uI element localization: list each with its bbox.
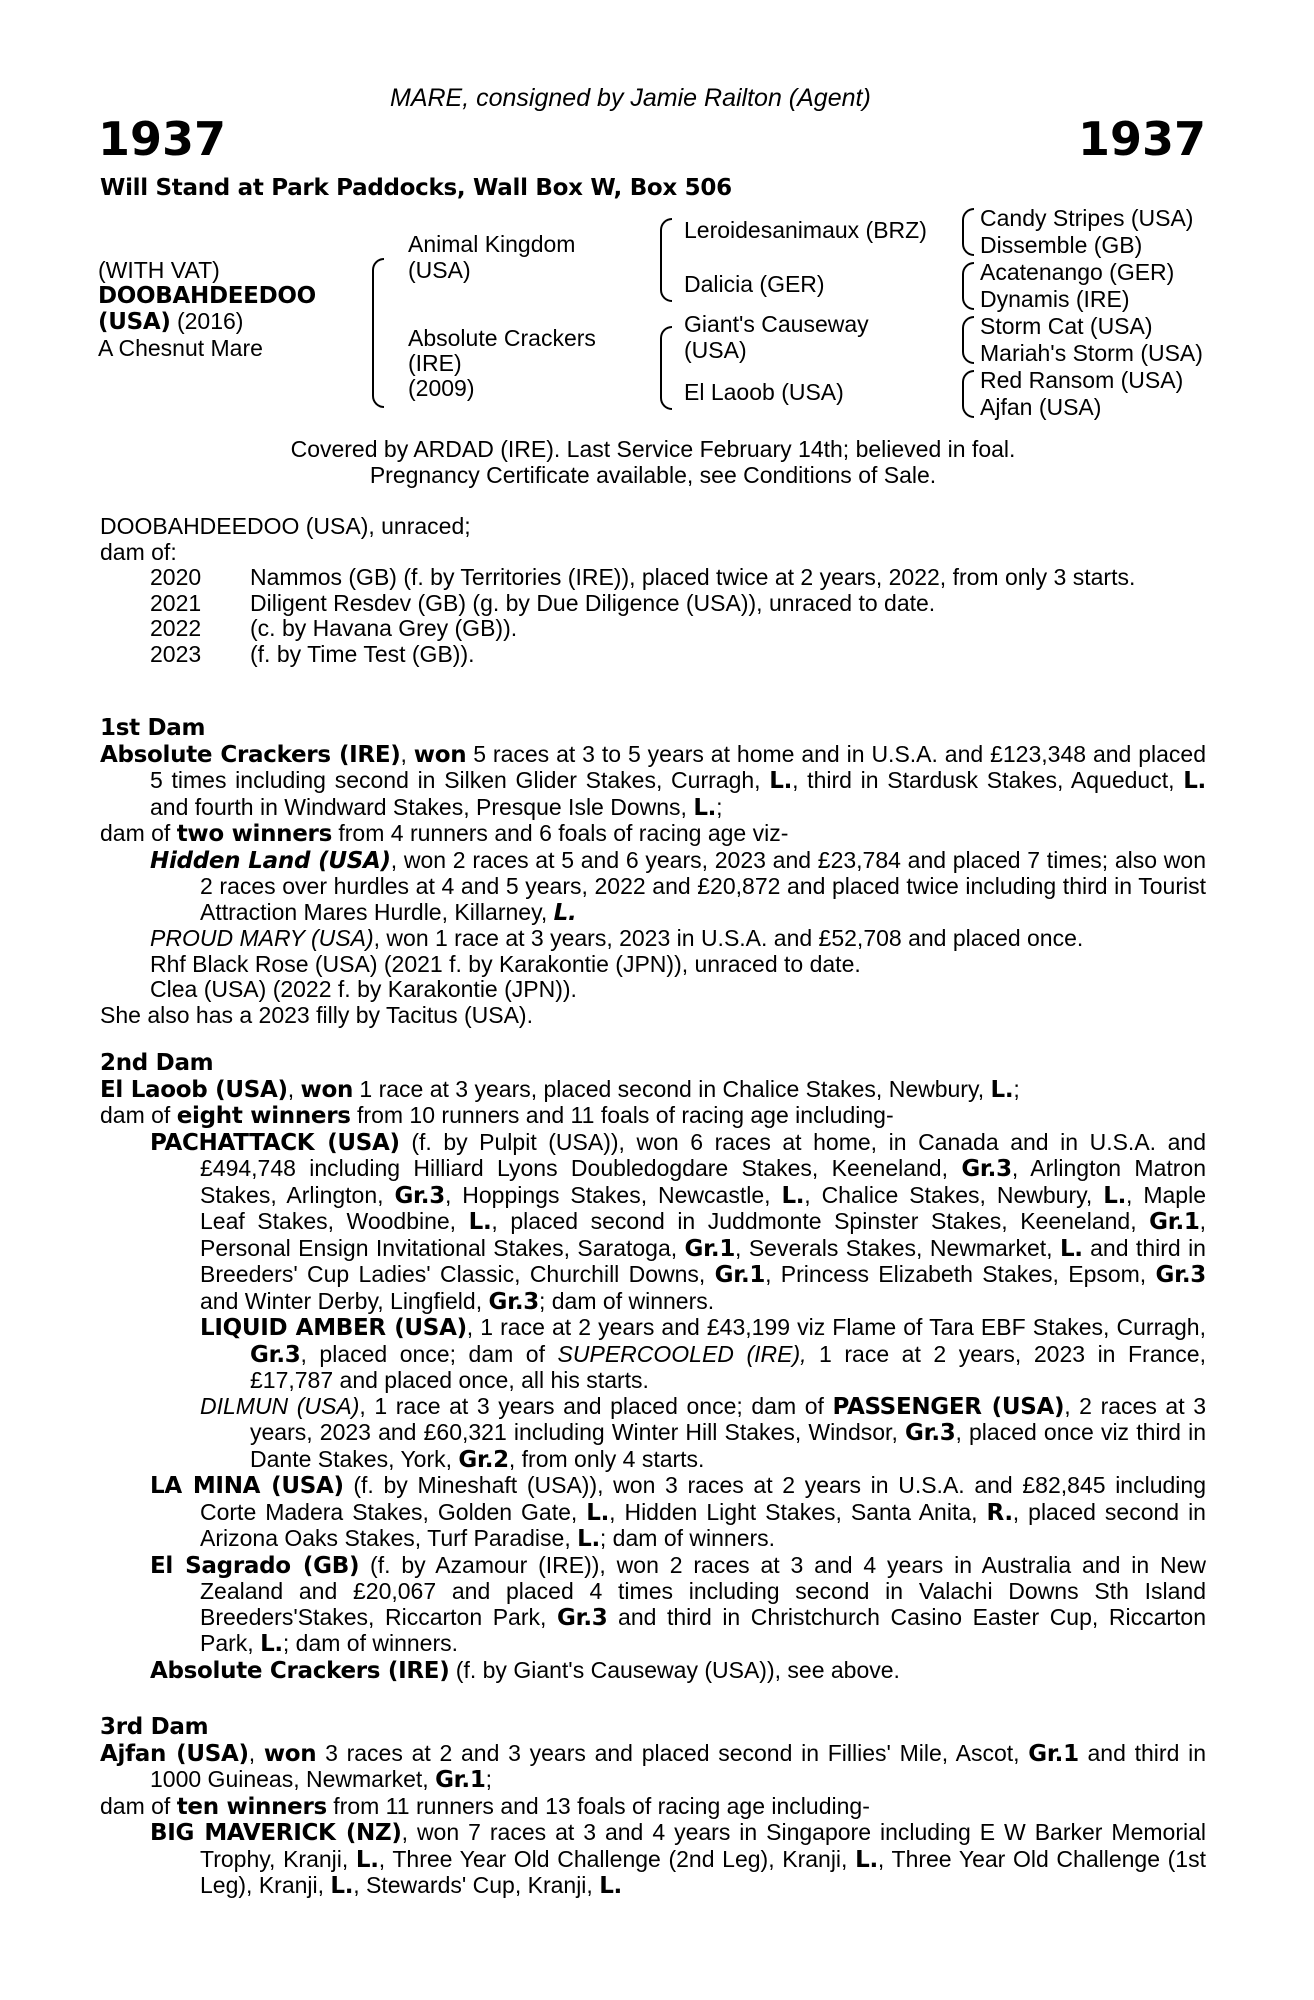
produce-year: 2021 (150, 589, 202, 616)
brace-gen1 (372, 258, 384, 408)
produce-text: (c. by Havana Grey (GB)). (250, 615, 518, 641)
listed-marker: L. (990, 1076, 1014, 1103)
listed-marker: L. (599, 1873, 622, 1899)
gen3-7: Red Ransom (USA) (980, 367, 1184, 393)
progeny-name: PASSENGER (USA) (832, 1393, 1065, 1420)
progeny-name: PROUD MARY (USA) (150, 925, 374, 951)
progeny-name: LIQUID AMBER (USA) (200, 1315, 467, 1341)
progeny-text: ; dam of winners. (599, 1525, 776, 1551)
gen3-6: Mariah's Storm (USA) (980, 340, 1203, 366)
listed-marker: L. (260, 1631, 283, 1657)
first-dam-heading: 1st Dam (100, 715, 206, 741)
progeny-text: (f. by Mineshaft (USA)), won 3 races at 2 years in U.S.A. and £82,845 including Corte Madera Stakes, Golden Gate, (200, 1472, 1206, 1525)
listed-marker: L. (586, 1499, 610, 1526)
first-dam-text-1: 5 races at 3 to 5 years at home and in U.S.A. and £123,348 and placed 5 times including second in Silken Glider Stakes, Curragh, (150, 740, 1206, 793)
progeny-dilmun (200, 1394, 1206, 1474)
group-marker: Gr.1 (684, 1235, 736, 1262)
listed-marker: L. (781, 1182, 805, 1209)
runners-foals: from 10 runners and 11 foals of racing age including- (350, 1102, 894, 1128)
third-dam-heading: 3rd Dam (100, 1714, 209, 1740)
progeny-text: , Stewards' Cup, Kranji, (353, 1872, 600, 1898)
horse-country: (USA) (98, 309, 171, 335)
group-marker: Gr.3 (904, 1420, 956, 1446)
progeny-text: and Winter Derby, Lingfield, (200, 1287, 489, 1314)
progeny-name: Hidden Land (USA) (150, 847, 391, 874)
gen3-3: Acatenango (GER) (980, 259, 1175, 285)
produce-item (100, 616, 1206, 642)
group-marker: Gr.1 (714, 1262, 766, 1288)
third-dam-progeny (100, 1820, 1206, 1900)
progeny-name: DILMUN (USA) (200, 1392, 360, 1419)
progeny-proud-mary (150, 926, 1206, 952)
vat-note: (WITH VAT) (98, 257, 220, 283)
listed-marker: L. (693, 794, 717, 821)
listed-marker: L. (769, 768, 793, 794)
sire-country: (USA) (408, 256, 471, 283)
covered-line-1: Covered by ARDAD (IRE). Last Service February 14th; believed in foal. (290, 436, 1016, 462)
third-dam-text: 3 races at 2 and 3 years and placed second in Fillies' Mile, Ascot, (316, 1739, 1029, 1766)
restricted-marker: R. (986, 1499, 1013, 1526)
listed-marker: L. (1103, 1182, 1127, 1209)
progeny-text: , Hidden Light Stakes, Santa Anita, (609, 1498, 987, 1525)
dam-of-label: dam of (100, 1792, 177, 1819)
horse-country-year (98, 309, 316, 336)
progeny-text: ; dam of winners. (282, 1630, 459, 1656)
gen3-8: Ajfan (USA) (980, 394, 1102, 420)
listed-marker: L. (355, 1846, 379, 1873)
gen3-list (980, 205, 1203, 421)
dam-of-label: dam of (100, 1102, 177, 1128)
produce-text: Diligent Resdev (GB) (g. by Due Diligence (USA)), unraced to date. (250, 589, 936, 616)
progeny-name: SUPERCOOLED (IRE), (557, 1340, 807, 1367)
first-dam-text-3: and fourth in Windward Stakes, Presque Isle Downs, (150, 793, 694, 820)
group-marker: Gr.3 (556, 1604, 608, 1631)
gen3-4: Dynamis (IRE) (980, 286, 1130, 312)
second-dam-text: 1 race at 3 years, placed second in Chalice Stakes, Newbury, (353, 1075, 991, 1102)
sire-sire: Leroidesanimaux (BRZ) (684, 217, 927, 243)
second-dam-semi: ; (1013, 1075, 1020, 1102)
gen3-5: Storm Cat (USA) (980, 313, 1153, 339)
sire-name: Animal Kingdom (408, 231, 576, 257)
first-dam-record: Absolute Crackers (IRE), won 5 races at 3 to 5 years at home and in U.S.A. and £123,348 and placed 5 times including second in Silken Glider Stakes, Curragh, L., third in Stardusk Stakes, Aqueduct, L. and fourth in Windward Stakes, Presque Isle Downs, L.; (100, 740, 1206, 821)
pedigree-subject (98, 258, 316, 361)
progeny-text: , placed once viz third in Dante Stakes, York, (250, 1419, 1206, 1472)
progeny-name: Absolute Crackers (IRE) (150, 1657, 450, 1684)
covered-line-2: Pregnancy Certificate available, see Conditions of Sale. (369, 461, 937, 488)
produce-year: 2023 (150, 640, 202, 667)
brace-sire (660, 218, 672, 302)
progeny-text: , placed once; dam of (300, 1340, 558, 1367)
second-dam-name: El Laoob (USA) (100, 1076, 288, 1103)
brace-gen3-3 (962, 316, 974, 364)
progeny-hidden-land (150, 848, 1206, 927)
progeny-el-sagrado (150, 1553, 1206, 1658)
progeny-text: , Maple Leaf Stakes, Woodbine, (200, 1181, 1206, 1234)
produce-section (100, 514, 1206, 667)
group-marker: Gr.3 (961, 1156, 1012, 1182)
progeny-text: , placed second in Arizona Oaks Stakes, Turf Paradise, (200, 1498, 1206, 1551)
progeny-text: (f. by Azamour (IRE)), won 2 races at 3 and 4 years in Australia and in New Zealand and £20,067 and placed 4 times including second in Valachi Downs Sth Island Breeders'Stakes, Riccarton Park, (200, 1551, 1206, 1630)
winners-count: ten winners (176, 1793, 327, 1820)
progeny-text: (f. by Giant's Causeway (USA)), see above. (449, 1656, 900, 1683)
progeny-text: , Three Year Old Challenge (2nd Leg), Kranji, (378, 1845, 856, 1872)
sale-subtitle: MARE, consigned by Jamie Railton (Agent) (390, 84, 871, 112)
gen3-2: Dissemble (GB) (980, 232, 1143, 258)
brace-dam (660, 326, 672, 410)
listed-marker: L. (577, 1526, 600, 1552)
progeny-name: El Sagrado (GB) (150, 1552, 360, 1579)
produce-intro: DOOBAHDEEDOO (USA), unraced; (100, 513, 471, 539)
dam-country: (IRE) (408, 350, 462, 376)
second-dam-won: won (300, 1076, 354, 1103)
progeny-text: , won 7 races at 3 and 4 years in Singapore including E W Barker Memorial Trophy, Kranji, (200, 1819, 1206, 1872)
progeny-text: , Chalice Stakes, Newbury, (804, 1181, 1104, 1208)
winners-count: eight winners (176, 1103, 351, 1129)
first-dam-also: She also has a 2023 filly by Tacitus (USA). (100, 1001, 533, 1028)
horse-name: DOOBAHDEEDOO (98, 282, 316, 309)
progeny-name: LA MINA (USA) (150, 1473, 344, 1499)
lot-number-right: 1937 (1077, 112, 1206, 166)
progeny-text: , won 2 races at 5 and 6 years, 2023 and £23,784 and placed 7 times; also won 2 races over hurdles at 4 and 5 years, 2022 and £20,872 and placed twice including third in Tourist Attraction Mares Hurdle, Killarney, (200, 846, 1207, 925)
group-marker: Gr.3 (250, 1341, 301, 1368)
first-dam-progeny (100, 848, 1206, 1003)
produce-year: 2022 (150, 615, 202, 641)
dam-sire-country: (USA) (684, 336, 747, 363)
third-dam-won: won (263, 1740, 317, 1767)
third-dam-text: and third in 1000 Guineas, Newmarket, (150, 1739, 1206, 1792)
brace-gen3-1 (962, 208, 974, 256)
brace-gen3-2 (962, 262, 974, 310)
first-dam-won: won (413, 741, 467, 768)
sire (408, 232, 575, 283)
dam-year: (2009) (408, 375, 475, 401)
group-marker: Gr.1 (1149, 1209, 1200, 1235)
progeny-text: , 1 race at 2 years and £43,199 viz Flame of Tara EBF Stakes, Curragh, (466, 1314, 1206, 1340)
progeny-text: , 2 races at 3 years, 2023 and £60,321 including Winter Hill Stakes, Windsor, (250, 1392, 1206, 1445)
group-marker: Gr.3 (488, 1288, 539, 1315)
listed-marker: L. (468, 1209, 492, 1235)
progeny-text: , 1 race at 3 years and placed once; dam of (359, 1392, 833, 1419)
produce-item (100, 642, 1206, 668)
progeny-big-maverick (150, 1820, 1206, 1900)
progeny-text: , won 1 race at 3 years, 2023 in U.S.A. and £52,708 and placed once. (373, 925, 1084, 951)
progeny-name: BIG MAVERICK (NZ) (150, 1820, 402, 1846)
group-marker: Gr.3 (1155, 1262, 1206, 1288)
covered-note (100, 437, 1206, 488)
first-dam-section (100, 716, 1206, 1028)
second-dam-record: El Laoob (USA), won 1 race at 3 years, placed second in Chalice Stakes, Newbury, L.; (100, 1075, 1020, 1103)
progeny-liquid-amber (200, 1315, 1206, 1394)
produce-item (100, 565, 1206, 591)
horse-year: (2016) (176, 308, 244, 334)
group-marker: Gr.3 (394, 1182, 445, 1209)
third-dam-semi: ; (485, 1766, 492, 1792)
sire-dam: Dalicia (GER) (684, 271, 825, 297)
dam-name: Absolute Crackers (408, 325, 596, 351)
lot-number-left: 1937 (98, 112, 227, 166)
progeny-text: , Three Year Old Challenge (1st Leg), Kranji, (200, 1845, 1206, 1898)
brace-gen3-4 (962, 370, 974, 418)
listed-marker: L. (553, 899, 577, 926)
progeny-la-mina (150, 1473, 1206, 1553)
progeny-text: , Princess Elizabeth Stakes, Epsom, (765, 1261, 1156, 1287)
listed-marker: L. (855, 1846, 878, 1873)
first-dam-progeny-summary (100, 821, 1206, 848)
produce-text: (f. by Time Test (GB)). (250, 640, 475, 667)
dam-of-label: dam of (100, 820, 177, 846)
dam (408, 326, 596, 401)
produce-year: 2020 (150, 564, 202, 590)
progeny-pachattack (150, 1130, 1206, 1316)
progeny-text: (f. by Pulpit (USA)), won 6 races at home, in Canada and in U.S.A. and £494,748 including Hilliard Lyons Doubledogdare Stakes, Keeneland, (200, 1128, 1206, 1181)
second-dam-section (100, 1051, 1206, 1684)
third-dam-progeny-summary (100, 1794, 1206, 1821)
third-dam-name: Ajfan (USA) (100, 1740, 249, 1767)
progeny-text: , Arlington Matron Stakes, Arlington, (200, 1155, 1207, 1208)
winners-count: two winners (176, 821, 332, 847)
dam-sire (684, 312, 869, 363)
stand-location: Will Stand at Park Paddocks, Wall Box W, Box 506 (100, 175, 732, 201)
runners-foals: from 4 runners and 6 foals of racing age viz- (331, 820, 789, 846)
group-marker: Gr.2 (458, 1446, 509, 1473)
progeny-name: PACHATTACK (USA) (150, 1129, 400, 1156)
second-dam-progeny (100, 1130, 1206, 1685)
produce-item (100, 591, 1206, 617)
third-dam-record: Ajfan (USA), won 3 races at 2 and 3 years and placed second in Fillies' Mile, Ascot, Gr.1 and third in 1000 Guineas, Newmarket, Gr.1; (100, 1739, 1206, 1793)
progeny-text: , from only 4 starts. (508, 1445, 705, 1472)
progeny-text: , Severals Stakes, Newmarket, (735, 1234, 1060, 1261)
horse-description: A Chesnut Mare (98, 334, 263, 361)
progeny-rhf-black-rose: Rhf Black Rose (USA) (2021 f. by Karakontie (JPN)), unraced to date. (150, 950, 861, 977)
first-dam-text-2: , third in Stardusk Stakes, Aqueduct, (792, 767, 1184, 793)
listed-marker: L. (330, 1873, 354, 1899)
dam-dam: El Laoob (USA) (684, 379, 844, 405)
dam-sire-name: Giant's Causeway (684, 311, 869, 337)
group-marker: Gr.1 (1028, 1740, 1079, 1767)
listed-marker: L. (1183, 768, 1206, 794)
progeny-absolute-crackers (150, 1658, 1206, 1685)
produce-dam-of: dam of: (100, 538, 177, 565)
runners-foals: from 11 runners and 13 foals of racing age including- (326, 1792, 870, 1819)
second-dam-progeny-summary (100, 1103, 1206, 1130)
first-dam-semi: ; (716, 793, 723, 820)
produce-text: Nammos (GB) (f. by Territories (IRE)), placed twice at 2 years, 2022, from only 3 starts. (250, 564, 1136, 590)
gen3-1: Candy Stripes (USA) (980, 205, 1194, 231)
progeny-text: ; dam of winners. (538, 1287, 715, 1314)
progeny-text: , Personal Ensign Invitational Stakes, Saratoga, (200, 1208, 1206, 1261)
listed-marker: L. (1059, 1235, 1083, 1262)
first-dam-name: Absolute Crackers (IRE) (100, 741, 401, 768)
progeny-text: , placed second in Juddmonte Spinster Stakes, Keeneland, (491, 1208, 1150, 1234)
progeny-text: and third in Christchurch Casino Easter Cup, Riccarton Park, (200, 1603, 1206, 1656)
group-marker: Gr.1 (435, 1767, 486, 1793)
progeny-text: and third in Breeders' Cup Ladies' Classic, Churchill Downs, (200, 1234, 1206, 1287)
second-dam-heading: 2nd Dam (100, 1050, 214, 1076)
progeny-text: , Hoppings Stakes, Newcastle, (444, 1181, 782, 1208)
progeny-text: 1 race at 2 years, 2023 in France, £17,787 and placed once, all his starts. (250, 1340, 1206, 1393)
third-dam-section (100, 1715, 1206, 1900)
progeny-clea: Clea (USA) (2022 f. by Karakontie (JPN)). (150, 976, 577, 1002)
pachattack-progeny (150, 1315, 1206, 1473)
